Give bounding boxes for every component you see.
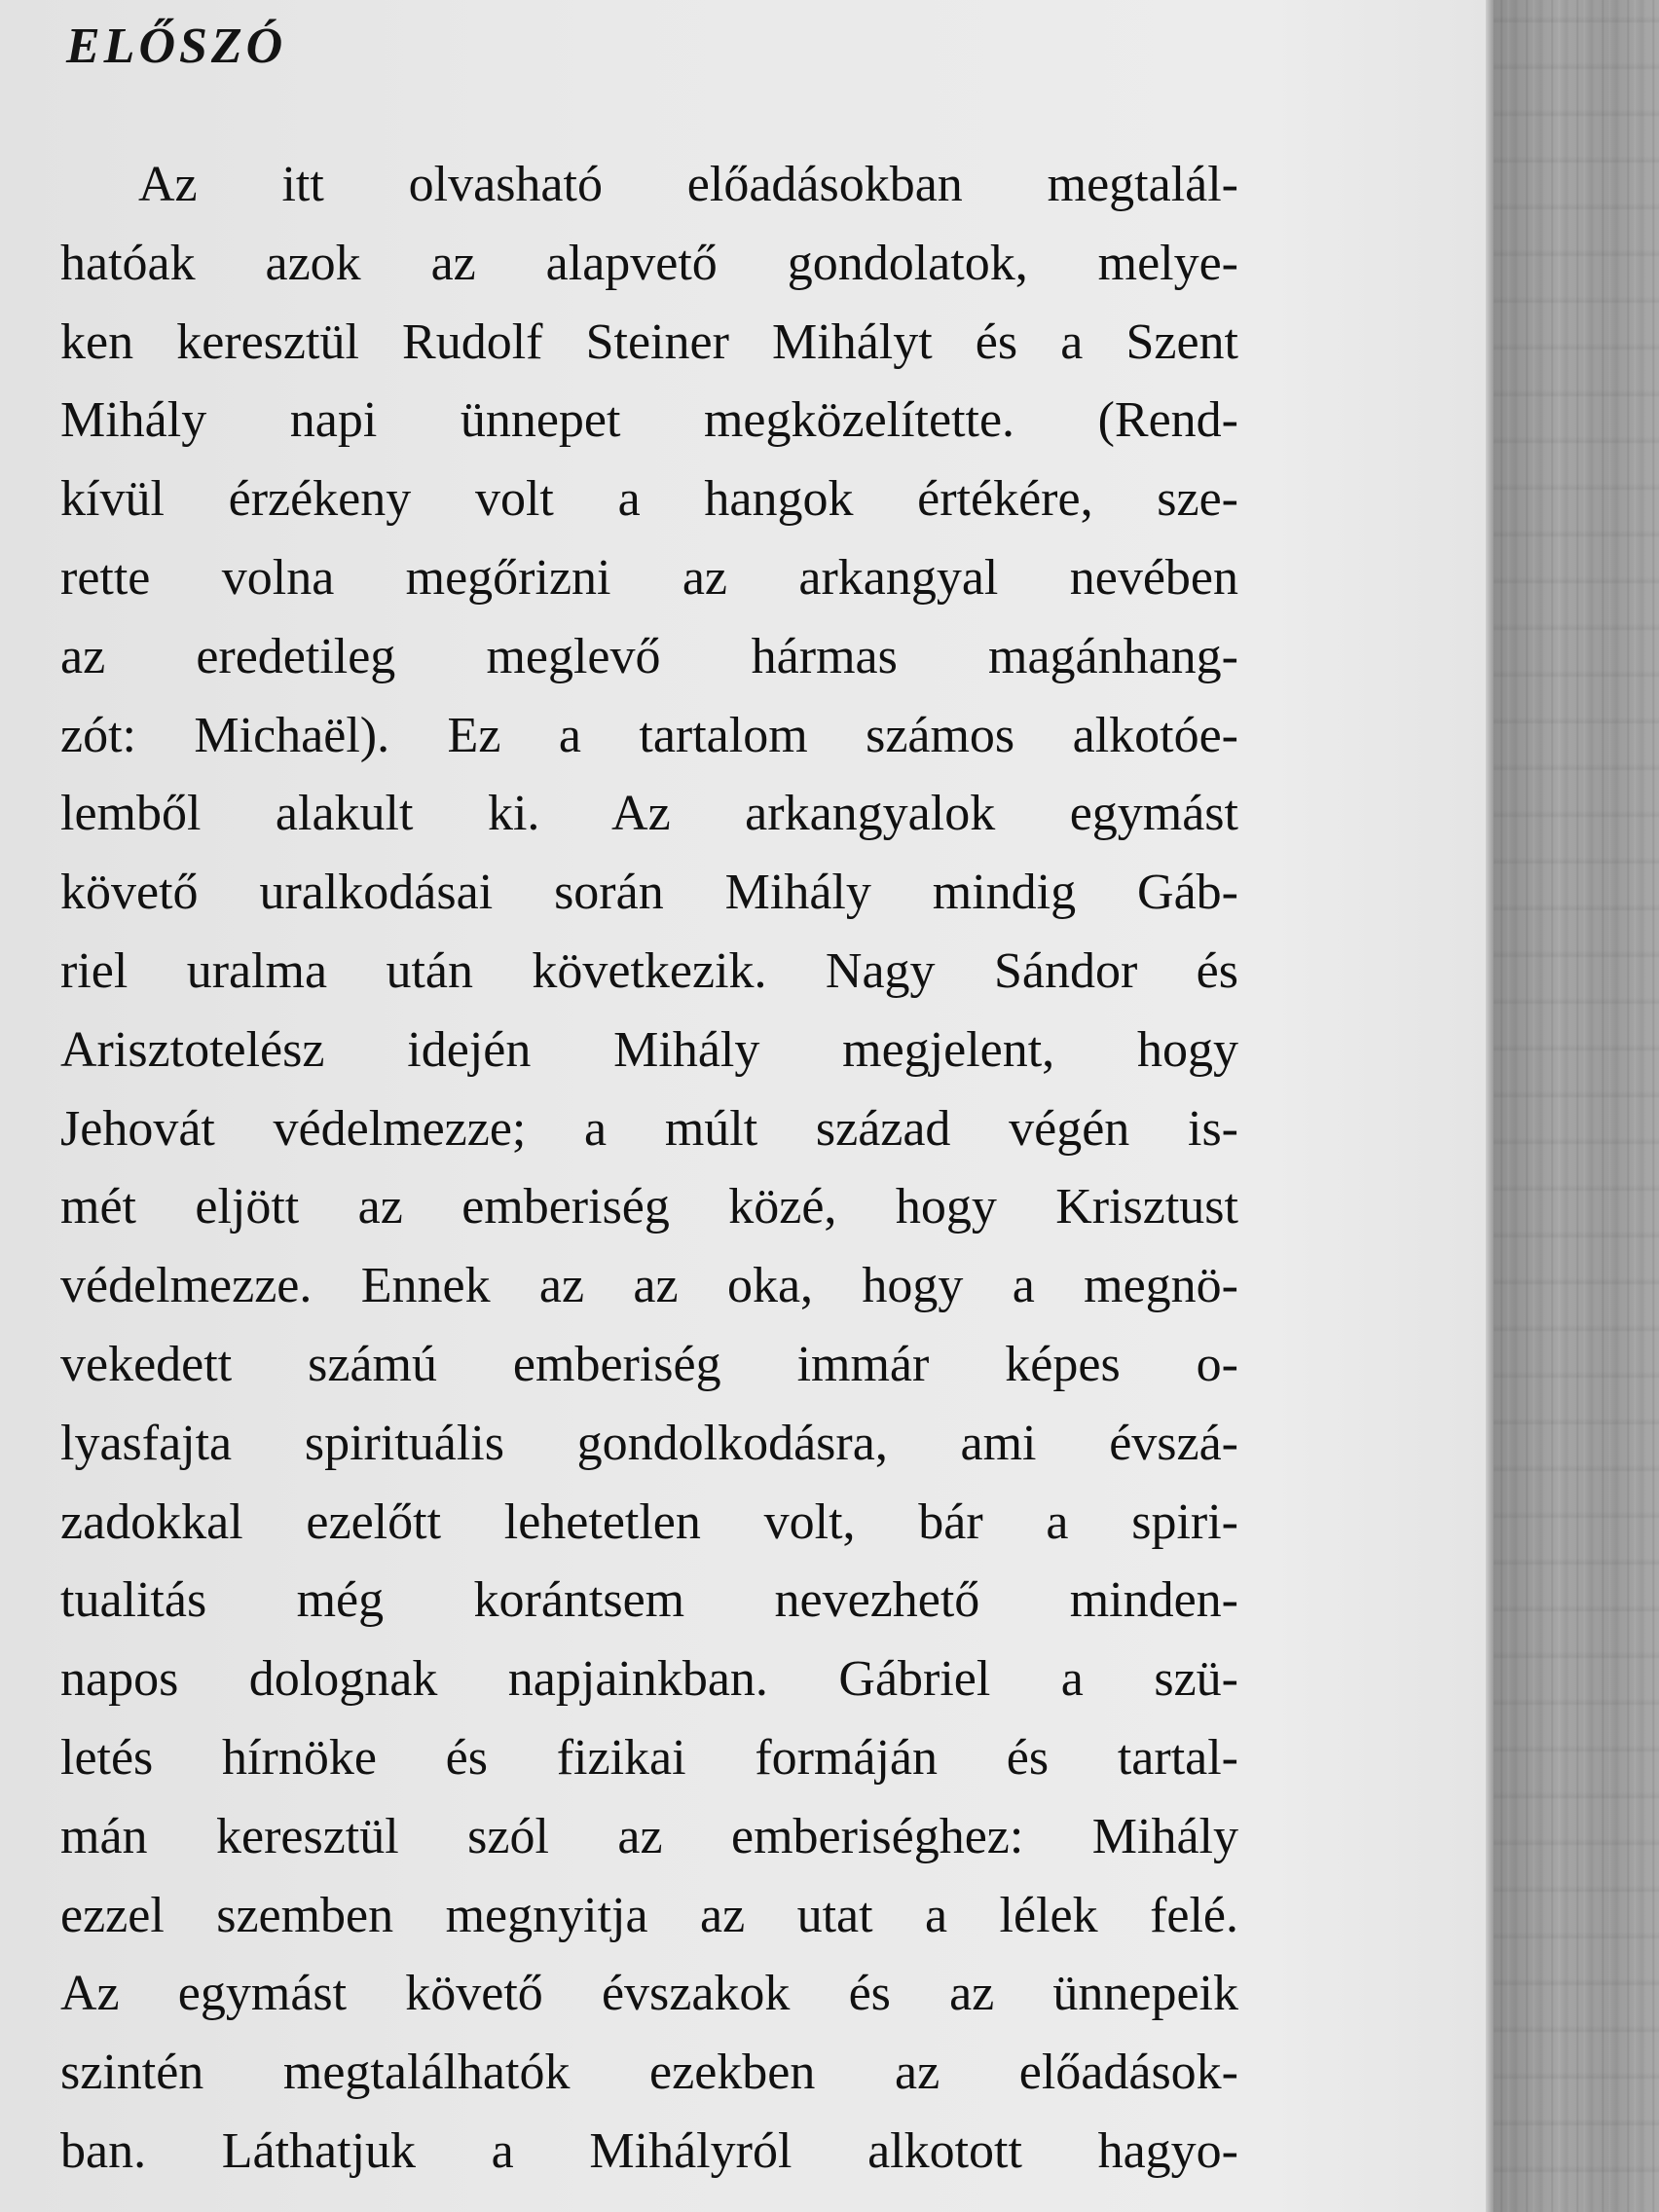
text-line: mán keresztül szól az emberiséghez: Mihály xyxy=(60,1808,1238,1864)
text-line: Arisztotelész idején Mihály megjelent, hogy xyxy=(60,1021,1238,1078)
text-line: követő uralkodásai során Mihály mindig Gáb- xyxy=(60,865,1238,921)
text-line: hatóak azok az alapvető gondolatok, melye- xyxy=(60,235,1238,291)
page-heading: ELŐSZÓ xyxy=(66,18,287,74)
text-line: Mihály napi ünnepet megközelítette. (Rend- xyxy=(60,392,1238,449)
text-line: zadokkal ezelőtt lehetetlen volt, bár a spiri- xyxy=(60,1493,1238,1550)
text-line: tualitás még korántsem nevezhető minden- xyxy=(60,1572,1238,1629)
text-line: az eredetileg meglevő hármas magánhang- xyxy=(60,628,1238,684)
text-line: mét eljött az emberiség közé, hogy Krisztust xyxy=(60,1179,1238,1235)
page-edge-shadow xyxy=(1486,0,1493,2212)
text-line: védelmezze. Ennek az az oka, hogy a megnö- xyxy=(60,1258,1238,1314)
text-line: ban. Láthatjuk a Mihályról alkotott hagyo- xyxy=(60,2122,1238,2179)
wood-background xyxy=(1493,0,1659,2212)
text-line: riel uralma után következik. Nagy Sándor és xyxy=(60,942,1238,999)
text-line: zót: Michaël). Ez a tartalom számos alkotóe- xyxy=(60,707,1238,763)
text-line: lyasfajta spirituális gondolkodásra, ami évszá- xyxy=(60,1415,1238,1471)
text-line: letés hírnöke és fizikai formáján és tartal- xyxy=(60,1729,1238,1786)
text-line: ezzel szemben megnyitja az utat a lélek felé. xyxy=(60,1887,1238,1943)
text-line: rette volna megőrizni az arkangyal nevében xyxy=(60,549,1238,606)
text-line: Jehovát védelmezze; a múlt század végén is- xyxy=(60,1100,1238,1157)
text-line: ken keresztül Rudolf Steiner Mihályt és a Szent xyxy=(60,313,1238,370)
text-line: szintén megtalálhatók ezekben az előadások- xyxy=(60,2045,1238,2101)
text-line: napos dolognak napjainkban. Gábriel a szü- xyxy=(60,1651,1238,1708)
text-line: Az egymást követő évszakok és az ünnepeik xyxy=(60,1966,1238,2022)
body-text xyxy=(60,146,1238,2192)
text-line: lemből alakult ki. Az arkangyalok egymást xyxy=(60,786,1238,842)
text-line: vekedett számú emberiség immár képes o- xyxy=(60,1336,1238,1392)
text-line: Az itt olvasható előadásokban megtalál- xyxy=(138,157,1238,212)
text-line: kívül érzékeny volt a hangok értékére, sze- xyxy=(60,471,1238,528)
